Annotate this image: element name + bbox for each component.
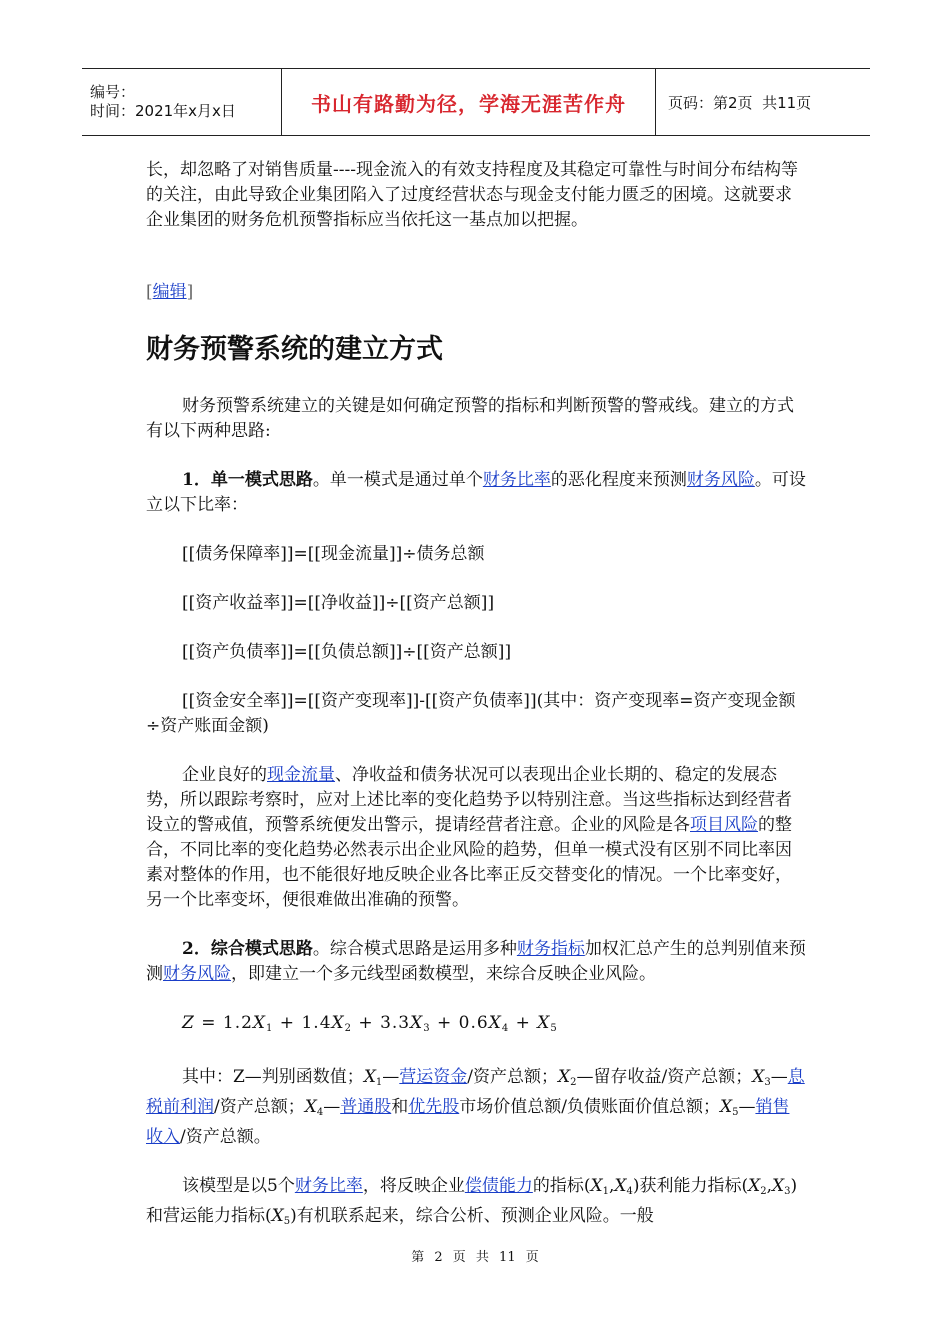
- var-sub: 4: [316, 1107, 324, 1118]
- var-sub: 5: [732, 1107, 739, 1118]
- eq-sub: 4: [501, 1023, 510, 1034]
- eq-x: X: [537, 1013, 551, 1033]
- formula-fund-safety: [[资金安全率]]=[[资产变现率]]-[[资产负债率]](其中：资产变现率=资产变现金额÷资产账面金额): [146, 691, 796, 736]
- var-sub: 5: [283, 1216, 291, 1227]
- number-label: 编号：: [90, 83, 136, 101]
- text: 。综合模式思路是运用多种: [312, 939, 517, 959]
- header-page-cell: [656, 69, 811, 135]
- text: )获利能力指标(: [632, 1176, 749, 1196]
- link-financial-risk-2[interactable]: 财务风险: [163, 964, 231, 984]
- link-financial-risk[interactable]: 财务风险: [686, 470, 755, 490]
- var-sub: 1: [602, 1186, 609, 1197]
- paragraph-variable-definitions: [146, 1065, 806, 1150]
- text: /资产总额；: [467, 1067, 559, 1087]
- link-cash-flow[interactable]: 现金流量: [267, 765, 335, 785]
- eq-sub: 5: [550, 1023, 558, 1034]
- link-working-capital[interactable]: 营运资金: [399, 1067, 468, 1087]
- paragraph-composite-mode: [146, 937, 806, 987]
- link-sales-revenue[interactable]: 销售收入: [146, 1097, 790, 1147]
- var-x: X: [590, 1176, 603, 1196]
- eq-sub: 3: [423, 1023, 431, 1034]
- date-label: 时间：2021年x月x日: [90, 102, 236, 120]
- page-footer: 第 2 页 共 11 页: [411, 1250, 539, 1265]
- text: —: [323, 1097, 341, 1117]
- bracket-open: [: [146, 282, 153, 302]
- eq-sign: =: [194, 1013, 223, 1033]
- formula-return-on-assets: [[资产收益率]]=[[净收益]]÷[[资产总额]]: [182, 593, 495, 613]
- header-motto-cell: [282, 69, 656, 135]
- eq-z: Z: [182, 1013, 195, 1033]
- composite-mode-heading: 2．综合模式思路: [182, 939, 313, 959]
- eq-x: X: [488, 1013, 502, 1033]
- var-sub: 4: [626, 1186, 633, 1197]
- document-body: [146, 158, 806, 1234]
- eq-x: X: [331, 1013, 345, 1033]
- text: 该模型是以5个: [182, 1176, 295, 1196]
- eq-plus: +: [509, 1013, 538, 1033]
- single-mode-heading: 1．单一模式思路: [182, 470, 313, 490]
- link-project-risk[interactable]: 项目风险: [690, 815, 758, 835]
- formula-debt-ratio: [[资产负债率]]=[[负债总额]]÷[[资产总额]]: [182, 642, 512, 662]
- text: 市场价值总额/负债账面价值总额；: [459, 1097, 720, 1117]
- var-x: X: [772, 1176, 785, 1196]
- var-sub: 1: [375, 1077, 383, 1088]
- eq-x: X: [252, 1013, 267, 1033]
- link-solvency[interactable]: 偿债能力: [464, 1176, 533, 1196]
- text: 、净收益和债务状况可以表现出企业长期的、稳定的发展态势，所以跟踪考察时，应对上述比率的变化趋势予以特别注意。当这些指标达到经营者设立的警戒值，预警系统便发出警示，提请经营者注意。企业的风险是各: [146, 765, 792, 835]
- text: )和营运能力指标(: [146, 1176, 798, 1226]
- eq-sub: 2: [344, 1023, 352, 1034]
- var-sub: 2: [570, 1077, 577, 1088]
- link-financial-ratio-2[interactable]: 财务比率: [294, 1176, 363, 1196]
- z-score-equation: [146, 1011, 806, 1041]
- page-header: [82, 68, 870, 136]
- link-common-stock[interactable]: 普通股: [340, 1097, 392, 1117]
- edit-link-line: [146, 280, 806, 305]
- text: —: [738, 1097, 756, 1117]
- text: )有机联系起来，综合公析、预测企业风险。一般: [290, 1206, 654, 1226]
- var-x: X: [363, 1067, 376, 1087]
- var-x: X: [748, 1176, 761, 1196]
- bracket-close: ]: [186, 282, 194, 302]
- var-x: X: [558, 1067, 571, 1087]
- var-x: X: [752, 1067, 765, 1087]
- text: 。可设立以下比率：: [146, 470, 806, 515]
- var-x: X: [304, 1097, 317, 1117]
- link-financial-indicator[interactable]: 财务指标: [516, 939, 585, 959]
- var-sub: 3: [784, 1186, 791, 1197]
- text: ，即建立一个多元线型函数模型，来综合反映企业风险。: [231, 964, 656, 984]
- paragraph-approach: 财务预警系统建立的关键是如何确定预警的指标和判断预警的警戒线。建立的方式有以下两种思路:: [146, 396, 794, 441]
- header-meta: [82, 69, 282, 135]
- text: 加权汇总产生的总判别值来预测: [146, 939, 806, 984]
- text: 的指标(: [532, 1176, 591, 1196]
- var-sub: 3: [764, 1077, 771, 1088]
- text: 企业良好的: [182, 765, 267, 785]
- eq-x: X: [410, 1013, 424, 1033]
- var-x: X: [614, 1176, 627, 1196]
- var-x: X: [719, 1097, 733, 1117]
- eq-plus: +: [352, 1013, 381, 1033]
- eq-plus: +: [273, 1013, 302, 1033]
- text: 的整合，不同比率的变化趋势必然表示出企业风险的趋势，但单一模式没有区别不同比率因素对整体的作用，也不能很好地反映企业各比率正反交替变化的情况。一个比率变好，另一个比率变坏，便很难做出准确的预警。: [146, 815, 792, 910]
- text: —留存收益/资产总额；: [576, 1067, 753, 1087]
- text: 和: [391, 1097, 409, 1117]
- text: /资产总额。: [180, 1127, 271, 1147]
- text: /资产总额；: [214, 1097, 305, 1117]
- eq-coef: 3.3: [380, 1013, 411, 1033]
- text: —: [382, 1067, 400, 1087]
- var-x: X: [271, 1206, 284, 1226]
- text: ，将反映企业: [362, 1176, 465, 1196]
- eq-sub: 1: [266, 1023, 274, 1034]
- eq-coef: 1.4: [301, 1013, 332, 1033]
- text: 的恶化程度来预测: [550, 470, 687, 490]
- motto: 书山有路勤为径，学海无涯苦作舟: [311, 91, 626, 116]
- eq-coef: 0.6: [458, 1013, 489, 1033]
- page-label: 页码：第2页 共11页: [668, 93, 812, 112]
- eq-coef: 1.2: [222, 1013, 253, 1033]
- link-financial-ratio[interactable]: 财务比率: [482, 470, 551, 490]
- var-sub: 2: [760, 1186, 767, 1197]
- eq-plus: +: [430, 1013, 459, 1033]
- link-ebit[interactable]: 息税前利润: [146, 1067, 805, 1117]
- paragraph-single-mode-analysis: [146, 763, 806, 913]
- paragraph-model-summary: 该模型是以5个财务比率，将反映企业偿债能力的指标$(X_1,X_4)$获利能力指标$(X_2,X_3)$和营运能力指标$(X_5)$有机联系起来，综合公析、预测企业风险。一般: [146, 1176, 798, 1227]
- formula-debt-coverage: [[债务保障率]]=[[现金流量]]÷债务总额: [182, 544, 485, 564]
- text: 。单一模式是通过单个: [312, 470, 483, 490]
- link-preferred-stock[interactable]: 优先股: [408, 1097, 460, 1117]
- paragraph-single-mode: [146, 468, 806, 518]
- intro-paragraph: 长，却忽略了对销售质量----现金流入的有效支持程度及其稳定可靠性与时间分布结构等的关注，由此导致企业集团陷入了过度经营状态与现金支付能力匮乏的困境。这就要求企业集团的财务危机预警指标应当依托这一基点加以把握。: [146, 160, 798, 230]
- section-title: 财务预警系统的建立方式: [146, 334, 443, 365]
- text: 其中：Z—判别函数值；: [182, 1067, 364, 1087]
- text: —: [770, 1067, 788, 1087]
- edit-link[interactable]: 编辑: [152, 282, 187, 302]
